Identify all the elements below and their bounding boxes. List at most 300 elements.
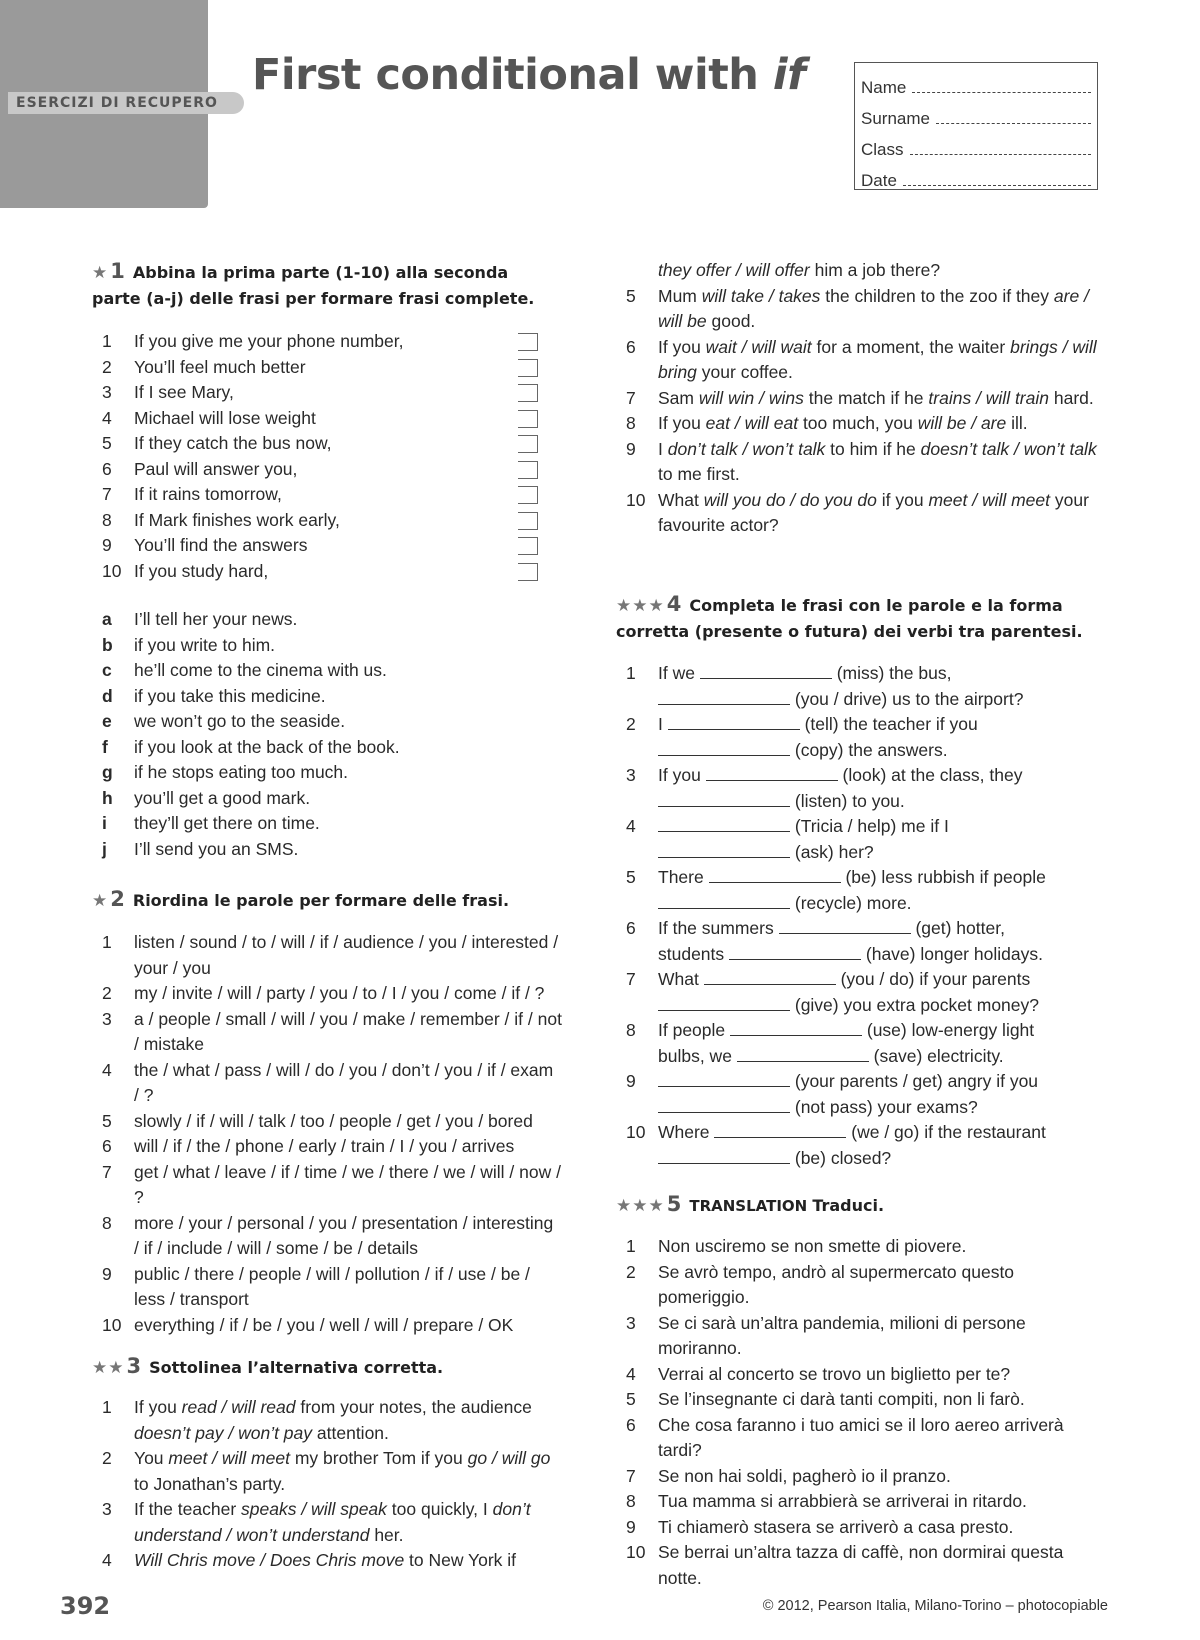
list-item xyxy=(616,763,1106,814)
list-item xyxy=(616,1464,1086,1490)
date-field[interactable]: Date xyxy=(861,160,1091,191)
item-number: 2 xyxy=(626,1261,636,1282)
item-text: your coffee. xyxy=(696,362,793,382)
blank-field[interactable] xyxy=(779,917,911,934)
list-item xyxy=(92,406,512,432)
ex3-list-right-wrap xyxy=(616,258,1106,539)
item-text: (miss) the bus, xyxy=(831,663,952,683)
ex1-list xyxy=(92,329,512,584)
answer-box[interactable] xyxy=(518,461,538,479)
list-item xyxy=(616,1311,1086,1362)
item-text: hard. xyxy=(1049,387,1094,408)
item-number: 3 xyxy=(626,765,636,785)
item-text: If I see Mary, xyxy=(134,382,234,402)
list-item xyxy=(92,380,512,406)
list-item xyxy=(92,837,552,863)
item-text: your favourite actor? xyxy=(658,489,1089,535)
item-letter: h xyxy=(102,787,113,808)
item-text: to me first. xyxy=(658,464,740,484)
list-item xyxy=(92,1007,562,1058)
item-number: 4 xyxy=(102,407,112,428)
blank-field[interactable] xyxy=(658,790,790,807)
exercise-number: 1 xyxy=(110,259,125,283)
list-item xyxy=(616,1120,1106,1171)
list-item xyxy=(92,811,552,837)
item-letter: b xyxy=(102,634,113,655)
alternative-choice[interactable]: Will Chris move / Does Chris move xyxy=(134,1550,405,1570)
item-text: Sam xyxy=(658,387,699,408)
item-number: 8 xyxy=(102,1212,112,1233)
difficulty-stars: ★ xyxy=(92,263,109,283)
list-item xyxy=(616,712,1106,763)
list-item xyxy=(92,1058,562,1109)
blank-field[interactable] xyxy=(658,815,790,832)
list-item xyxy=(616,1069,1106,1120)
list-item xyxy=(92,559,512,585)
exercise-number: 4 xyxy=(666,592,682,616)
item-number: 4 xyxy=(102,1550,112,1570)
alternative-choice[interactable]: don’t talk / won’t talk xyxy=(667,438,826,459)
item-number: 8 xyxy=(626,1020,636,1040)
item-text: listen / sound / to / will / if / audience / you / interested / your / you xyxy=(134,932,559,978)
answer-box[interactable] xyxy=(518,384,538,402)
list-item xyxy=(92,1313,562,1339)
item-text: If it rains tomorrow, xyxy=(134,484,282,504)
item-text: if he stops eating too much. xyxy=(134,762,349,782)
ex4-list xyxy=(616,661,1106,1171)
blank-field[interactable] xyxy=(658,1070,790,1087)
blank-field[interactable] xyxy=(704,968,836,985)
item-number: 7 xyxy=(626,387,636,408)
item-text: ill. xyxy=(1006,413,1028,433)
item-text: slowly / if / will / talk / too / people / get / you / bored xyxy=(134,1110,533,1131)
item-text: Tua mamma si arrabbierà se arriverai in ritardo. xyxy=(658,1491,1027,1511)
list-item xyxy=(92,981,562,1007)
list-item xyxy=(616,437,1106,488)
item-number: 5 xyxy=(626,285,636,306)
item-text: If the summers xyxy=(658,918,779,938)
item-text: Che cosa faranno i tuo amici se il loro aereo arriverà tardi? xyxy=(658,1414,1064,1460)
list-item xyxy=(616,661,1106,712)
answer-box[interactable] xyxy=(518,333,538,351)
item-text: (give) you extra pocket money? xyxy=(790,994,1040,1015)
item-number: 9 xyxy=(626,1516,636,1537)
exercise-number: 5 xyxy=(666,1192,682,1216)
ex3-heading xyxy=(92,1353,562,1381)
item-number: 7 xyxy=(102,484,112,504)
item-number: 2 xyxy=(102,356,112,377)
item-number: 2 xyxy=(102,983,112,1003)
item-text: Se berrai un’altra tazza di caffè, non dormirai questa notte. xyxy=(658,1542,1064,1588)
item-line xyxy=(658,916,1106,942)
list-item xyxy=(92,633,552,659)
alternative-choice[interactable]: they offer / will offer xyxy=(658,260,810,280)
item-number: 10 xyxy=(626,489,646,510)
item-number: 4 xyxy=(102,1059,112,1080)
ex2-heading xyxy=(92,886,562,914)
item-line xyxy=(658,1120,1106,1146)
list-item xyxy=(92,607,552,633)
item-letter: g xyxy=(102,762,113,782)
item-text: Se non hai soldi, pagherò io il pranzo. xyxy=(658,1465,951,1486)
item-text: if you look at the back of the book. xyxy=(134,736,400,757)
item-number: 3 xyxy=(102,1008,112,1029)
item-text: If people xyxy=(658,1020,730,1040)
alternative-choice[interactable]: brings / will bring xyxy=(658,336,1097,382)
alternative-choice[interactable]: doesn’t talk / won’t talk xyxy=(920,438,1097,459)
item-text: Se avrò tempo, andrò al supermercato questo pomeriggio. xyxy=(658,1261,1015,1307)
list-item xyxy=(92,482,512,508)
blank-field[interactable] xyxy=(658,841,790,858)
ex3-item4-continuation xyxy=(616,258,1106,284)
difficulty-stars: ★★★ xyxy=(616,1196,665,1216)
item-text: from your notes, the audience xyxy=(295,1397,532,1417)
answer-box[interactable] xyxy=(518,563,538,581)
item-text: If you xyxy=(658,765,706,785)
item-line xyxy=(658,891,1106,917)
item-line xyxy=(658,814,1106,840)
item-text: I xyxy=(658,714,668,734)
item-text: my brother Tom if you xyxy=(289,1448,468,1468)
item-text: If the teacher xyxy=(134,1499,242,1519)
list-item xyxy=(616,865,1106,916)
item-text: you’ll get a good mark. xyxy=(134,787,311,808)
list-item xyxy=(616,967,1106,1018)
item-text: good. xyxy=(706,311,756,331)
item-text: Mum xyxy=(658,285,702,306)
item-number: 5 xyxy=(102,1110,112,1131)
blank-field[interactable] xyxy=(709,866,841,883)
item-text: (use) low-energy light xyxy=(862,1020,1035,1040)
list-item xyxy=(92,735,552,761)
alternative-choice[interactable]: wait / will wait xyxy=(705,336,812,357)
answer-box[interactable] xyxy=(518,410,538,428)
blank-field[interactable] xyxy=(658,688,790,705)
class-field[interactable]: Class xyxy=(861,129,1091,160)
item-text: (have) longer holidays. xyxy=(861,943,1043,964)
answer-box[interactable] xyxy=(518,537,538,555)
blank-field[interactable] xyxy=(706,764,838,781)
exercise-number: 2 xyxy=(110,887,125,911)
item-number: 6 xyxy=(626,918,636,938)
item-text: If you xyxy=(658,336,706,357)
list-item xyxy=(616,488,1106,539)
exercise-instruction: Abbina la prima parte (1-10) alla seconda parte (a-j) delle frasi per formare frasi complete. xyxy=(92,263,535,308)
item-text: (Tricia / help) me if I xyxy=(790,816,949,836)
blank-field[interactable] xyxy=(658,994,790,1011)
item-text: students xyxy=(658,943,730,964)
item-number: 7 xyxy=(626,1465,636,1486)
list-item xyxy=(616,1362,1086,1388)
ex5-heading xyxy=(616,1191,1086,1219)
item-text: too quickly, I xyxy=(386,1499,493,1519)
item-text: (save) electricity. xyxy=(868,1045,1004,1066)
item-text: If they catch the bus now, xyxy=(134,433,332,453)
blank-field[interactable] xyxy=(700,662,832,679)
alternative-choice[interactable]: will be / are xyxy=(917,413,1007,433)
difficulty-stars: ★★★ xyxy=(616,596,665,616)
item-letter: a xyxy=(102,609,112,629)
alternative-choice[interactable]: go / will go xyxy=(467,1448,551,1468)
list-item xyxy=(616,284,1106,335)
item-text: (be) closed? xyxy=(790,1147,892,1168)
blank-field[interactable] xyxy=(658,739,790,756)
list-item xyxy=(92,709,552,735)
ex1-options xyxy=(92,607,552,862)
item-text: the match if he xyxy=(803,387,929,408)
item-text: (listen) to you. xyxy=(790,790,905,811)
alternative-choice[interactable]: meet / will meet xyxy=(928,489,1051,510)
item-number: 7 xyxy=(626,969,636,989)
blank-field[interactable] xyxy=(658,1096,790,1113)
item-text: if you xyxy=(876,489,929,510)
item-number: 1 xyxy=(626,663,636,683)
list-item xyxy=(92,658,552,684)
item-text: Michael will lose weight xyxy=(134,407,316,428)
item-text: Verrai al concerto se trovo un biglietto per te? xyxy=(658,1363,1011,1384)
item-text: (we / go) if the restaurant xyxy=(846,1122,1046,1142)
item-letter: f xyxy=(102,736,108,757)
list-item xyxy=(92,431,512,457)
item-number: 1 xyxy=(102,932,112,952)
ex4-heading xyxy=(616,591,1086,645)
blank-field[interactable] xyxy=(729,943,861,960)
answer-box[interactable] xyxy=(518,512,538,530)
item-text: everything / if / be / you / well / will / prepare / OK xyxy=(134,1314,514,1335)
ex3-left-part xyxy=(92,1395,568,1570)
item-text: him a job there? xyxy=(809,260,941,280)
blank-field[interactable] xyxy=(658,892,790,909)
item-letter: e xyxy=(102,711,112,731)
alternative-choice[interactable]: will take / takes xyxy=(701,285,821,306)
item-number: 9 xyxy=(626,438,636,459)
item-text: What xyxy=(658,969,704,989)
exercise-instruction: Sottolinea l’alternativa corretta. xyxy=(149,1358,444,1377)
exercise-instruction: Completa le frasi con le parole e la forma corretta (presente o futura) dei verbi tra parentesi. xyxy=(616,596,1083,641)
list-item xyxy=(616,1413,1086,1464)
list-item xyxy=(616,1489,1086,1515)
item-number: 1 xyxy=(102,331,112,351)
item-text: If we xyxy=(658,663,700,683)
item-letter: d xyxy=(102,685,113,706)
item-text: If Mark finishes work early, xyxy=(134,509,340,530)
item-number: 5 xyxy=(626,867,636,887)
item-text: we won’t go to the seaside. xyxy=(134,711,346,731)
item-number: 4 xyxy=(626,1363,636,1384)
section-tab: ESERCIZI DI RECUPERO xyxy=(8,92,244,114)
item-line xyxy=(658,1146,1106,1172)
item-text: If you xyxy=(134,1397,182,1417)
item-number: 4 xyxy=(626,816,636,836)
list-item xyxy=(92,760,552,786)
alternative-choice[interactable]: eat / will eat xyxy=(705,413,799,433)
list-item xyxy=(92,930,562,981)
item-text: to Jonathan’s party. xyxy=(134,1473,286,1494)
item-line xyxy=(658,789,1106,815)
item-text: (you / do) if your parents xyxy=(835,969,1031,989)
list-item xyxy=(92,533,512,559)
item-text: (get) hotter, xyxy=(910,918,1005,938)
list-item xyxy=(92,1109,562,1135)
ex2-list xyxy=(92,930,562,1338)
item-text: bulbs, we xyxy=(658,1045,737,1066)
alternative-choice[interactable]: meet / will meet xyxy=(168,1448,290,1468)
item-text: (ask) her? xyxy=(790,841,874,862)
list-item xyxy=(92,508,512,534)
item-text: attention. xyxy=(312,1422,389,1443)
item-line xyxy=(658,993,1106,1019)
list-item xyxy=(92,1211,562,1262)
item-text: for a moment, the waiter xyxy=(811,336,1011,357)
surname-field[interactable]: Surname xyxy=(861,98,1091,129)
item-number: 5 xyxy=(626,1389,636,1409)
item-number: 5 xyxy=(102,433,112,453)
item-number: 3 xyxy=(626,1312,636,1333)
item-text: Ti chiamerò stasera se arriverò a casa presto. xyxy=(658,1516,1014,1537)
difficulty-stars: ★★ xyxy=(92,1358,125,1378)
list-item xyxy=(92,1134,562,1160)
item-text: Where xyxy=(658,1122,715,1142)
item-number: 2 xyxy=(102,1448,112,1468)
difficulty-stars: ★ xyxy=(92,891,109,911)
item-line xyxy=(658,1018,1106,1044)
exercise-instruction: Traduci. xyxy=(812,1196,885,1215)
exercise-instruction: Riordina le parole per formare delle frasi. xyxy=(132,891,510,910)
item-text: if you take this medicine. xyxy=(134,685,326,706)
item-text: If you give me your phone number, xyxy=(134,331,404,351)
item-text: There xyxy=(658,867,709,887)
list-item xyxy=(616,1515,1086,1541)
alternative-choice[interactable]: speaks / will speak xyxy=(241,1499,387,1519)
ex3-list-right xyxy=(616,284,1106,539)
list-item xyxy=(616,1540,1086,1591)
item-number: 3 xyxy=(102,382,112,402)
item-text: he’ll come to the cinema with us. xyxy=(134,660,387,680)
alternative-choice[interactable]: trains / will train xyxy=(928,387,1049,408)
answer-box[interactable] xyxy=(518,435,538,453)
list-item xyxy=(616,916,1106,967)
student-info-box xyxy=(854,62,1098,190)
item-letter: j xyxy=(102,838,107,859)
item-text: (not pass) your exams? xyxy=(790,1096,978,1117)
item-text: If you xyxy=(658,413,706,433)
item-text: If you study hard, xyxy=(134,560,269,581)
list-item xyxy=(92,355,512,381)
item-text: to him if he xyxy=(825,438,921,459)
item-number: 10 xyxy=(102,560,122,581)
item-line xyxy=(658,840,1106,866)
item-line xyxy=(658,1069,1106,1095)
alternative-choice[interactable]: are / will be xyxy=(658,285,1089,331)
ex5-list xyxy=(616,1234,1086,1591)
item-text: her. xyxy=(369,1524,404,1545)
list-item xyxy=(616,1234,1086,1260)
title-text: First conditional with xyxy=(252,50,773,100)
item-line xyxy=(658,687,1106,713)
item-line xyxy=(658,661,1106,687)
list-item xyxy=(92,1548,568,1574)
list-item xyxy=(616,1260,1086,1311)
item-text: I xyxy=(658,438,668,459)
list-item xyxy=(92,1497,568,1548)
item-text: (look) at the class, they xyxy=(837,765,1023,785)
blank-field[interactable] xyxy=(737,1045,869,1062)
item-text: Se l’insegnante ci darà tanti compiti, non li farò. xyxy=(658,1389,1025,1409)
ex3-list-left xyxy=(92,1395,568,1574)
item-text: my / invite / will / party / you / to / I / you / come / if / ? xyxy=(134,983,545,1003)
item-text: will / if / the / phone / early / train / I / you / arrives xyxy=(134,1136,515,1156)
item-text: they’ll get there on time. xyxy=(134,813,320,833)
list-item xyxy=(92,457,512,483)
item-text: too much, you xyxy=(798,413,918,433)
blank-field[interactable] xyxy=(714,1121,846,1138)
item-line xyxy=(658,763,1106,789)
item-line xyxy=(658,712,1106,738)
item-text: (tell) the teacher if you xyxy=(799,714,978,734)
item-text: You xyxy=(134,1448,169,1468)
item-text: Se ci sarà un’altra pandemia, milioni di persone moriranno. xyxy=(658,1312,1026,1358)
item-text: (your parents / get) angry if you xyxy=(790,1071,1039,1091)
list-item xyxy=(92,1446,568,1497)
list-item xyxy=(616,335,1106,386)
ex1-heading xyxy=(92,258,562,312)
item-number: 8 xyxy=(626,1491,636,1511)
item-number: 1 xyxy=(102,1397,112,1417)
item-text: get / what / leave / if / time / we / there / we / will / now / ? xyxy=(134,1161,561,1207)
item-text: (recycle) more. xyxy=(790,892,912,913)
item-text: the children to the zoo if they xyxy=(820,285,1054,306)
page-title xyxy=(252,50,805,100)
item-number: 10 xyxy=(102,1314,122,1335)
item-number: 6 xyxy=(102,1136,112,1156)
copyright-notice: © 2012, Pearson Italia, Milano-Torino – photocopiable xyxy=(762,1598,1108,1614)
answer-box[interactable] xyxy=(518,486,538,504)
alternative-choice[interactable]: will win / wins xyxy=(698,387,804,408)
item-text: You’ll feel much better xyxy=(134,356,306,377)
list-item xyxy=(616,1387,1086,1413)
item-number: 9 xyxy=(626,1071,636,1091)
list-item xyxy=(92,329,512,355)
item-line xyxy=(658,1044,1106,1070)
item-line xyxy=(658,738,1106,764)
alternative-choice[interactable]: don’t understand / won’t understand xyxy=(134,1499,531,1545)
page-number: 392 xyxy=(60,1592,111,1620)
item-letter: i xyxy=(102,813,107,833)
item-number: 6 xyxy=(626,1414,636,1435)
alternative-choice[interactable]: will you do / do you do xyxy=(703,489,877,510)
name-field[interactable]: Name xyxy=(861,67,1091,98)
item-number: 6 xyxy=(626,336,636,357)
translation-label: TRANSLATION xyxy=(689,1197,808,1215)
title-italic: if xyxy=(772,50,806,100)
blank-field[interactable] xyxy=(668,713,800,730)
item-number: 10 xyxy=(626,1542,646,1562)
exercise-number: 3 xyxy=(126,1354,142,1378)
item-text: public / there / people / will / pollution / if / use / be / less / transport xyxy=(134,1263,530,1309)
item-line xyxy=(658,1095,1106,1121)
list-item xyxy=(92,684,552,710)
blank-field[interactable] xyxy=(730,1019,862,1036)
alternative-choice[interactable]: doesn’t pay / won’t pay xyxy=(134,1422,313,1443)
item-text: I’ll send you an SMS. xyxy=(134,838,299,859)
blank-field[interactable] xyxy=(658,1147,790,1164)
list-item xyxy=(616,814,1106,865)
item-number: 1 xyxy=(626,1236,636,1256)
list-item xyxy=(92,786,552,812)
alternative-choice[interactable]: read / will read xyxy=(181,1397,296,1417)
answer-box[interactable] xyxy=(518,359,538,377)
item-text: Non usciremo se non smette di piovere. xyxy=(658,1236,967,1256)
